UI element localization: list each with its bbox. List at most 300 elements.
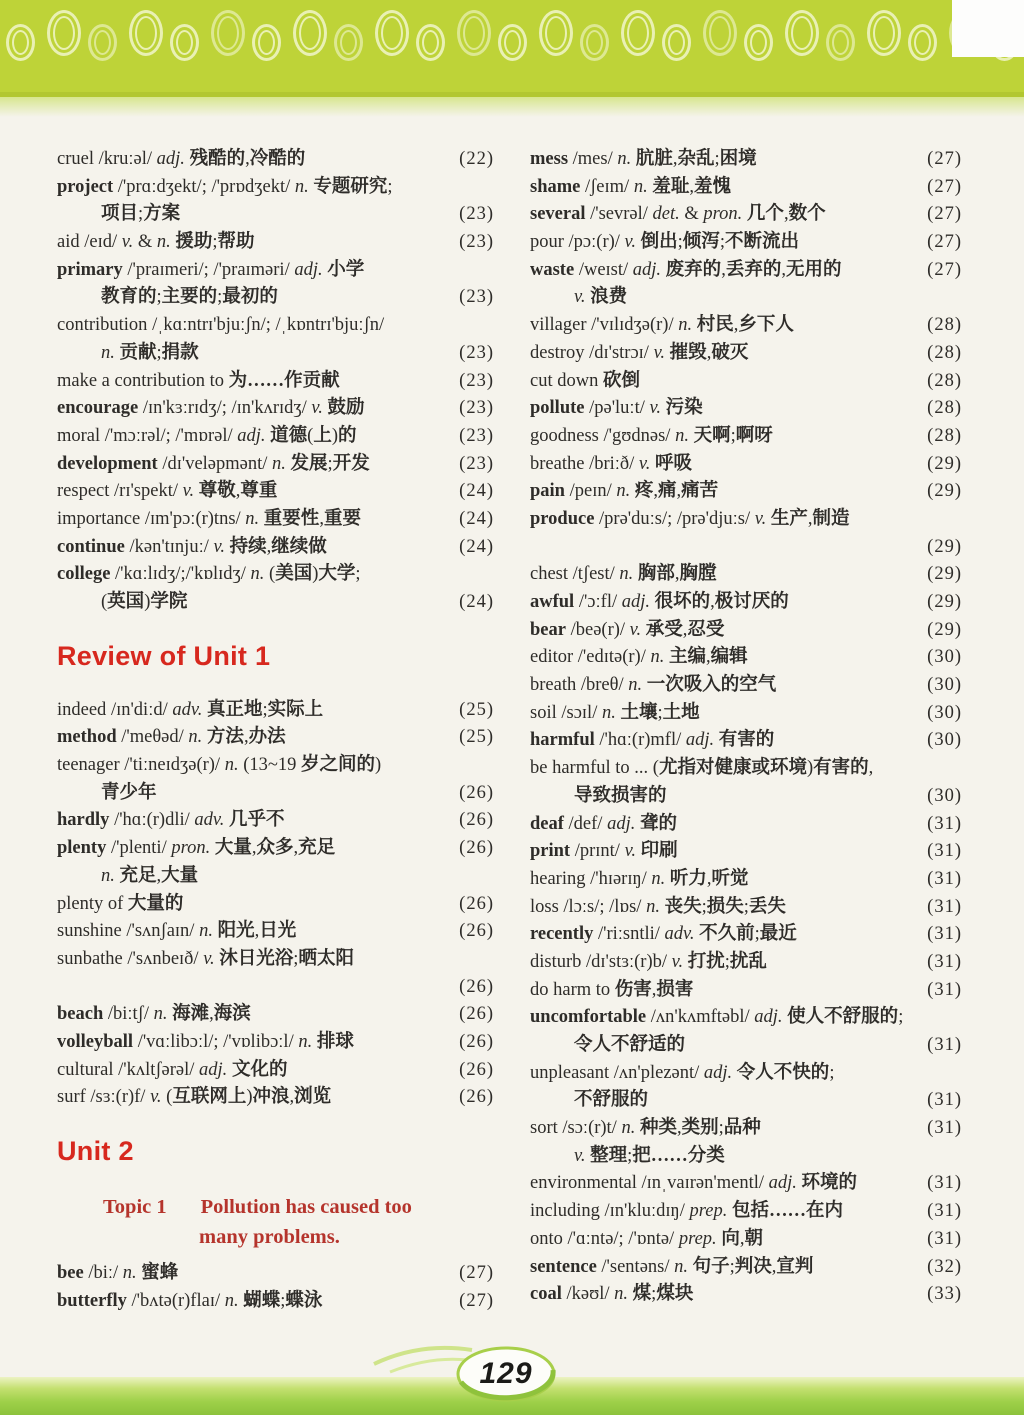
headword: sentence: [530, 1256, 597, 1277]
chinese-gloss: 帮助: [217, 232, 255, 253]
chinese-gloss: 丢失: [748, 896, 786, 917]
headword: shame: [530, 176, 581, 197]
circle-ring-ornament: [703, 10, 737, 56]
page-reference: (28): [927, 370, 962, 391]
vocab-entry: [530, 312, 962, 340]
chinese-gloss: 尊重: [240, 481, 278, 502]
headword: including: [530, 1201, 600, 1222]
page-reference: (26): [459, 838, 494, 859]
pos-label: adj.: [607, 813, 636, 834]
pos-label: n.: [601, 702, 616, 723]
chinese-gloss: 判决: [734, 1256, 772, 1277]
headword: cruel: [57, 149, 94, 169]
chinese-gloss: 青少年: [101, 782, 157, 803]
entry-text: onto /'ɑːntə/; /'ɒntə/ prep. 向,朝: [530, 1228, 763, 1249]
chinese-gloss: 众多: [256, 838, 294, 859]
chinese-gloss: 痛: [658, 481, 677, 502]
vocab-entry: [57, 229, 494, 257]
vocab-entry: [57, 478, 494, 506]
headword: onto: [530, 1228, 563, 1249]
chinese-gloss: 主编: [668, 647, 706, 668]
page-reference: [436, 312, 494, 340]
chinese-gloss: 办法: [248, 727, 286, 748]
headword: surf: [57, 1087, 86, 1108]
entry-text: breathe /briːð/ v. 呼吸: [530, 453, 693, 474]
entry-text: bear /beə(r)/ v. 承受,忍受: [530, 619, 725, 640]
headword: contribution: [57, 315, 148, 336]
vocab-entry: [530, 672, 962, 700]
chinese-gloss: 浏览: [294, 1087, 332, 1108]
pos-label: v.: [203, 948, 215, 969]
headword: mess: [530, 149, 569, 169]
chinese-gloss: 重要: [323, 508, 361, 529]
page-reference: [436, 561, 494, 589]
headword: print: [530, 841, 571, 862]
chinese-gloss: 继续做: [271, 536, 327, 557]
circle-ring-ornament: [416, 24, 445, 61]
entry-text: mess /mes/ n. 肮脏,杂乱;困境: [530, 149, 757, 169]
top-right-notch: [952, 0, 1024, 57]
chinese-gloss: 很坏的: [654, 592, 711, 612]
chinese-gloss: 向: [721, 1228, 740, 1249]
entry-text: shame /ʃeɪm/ n. 羞耻,羞愧: [530, 176, 731, 197]
pos-label: adj.: [237, 425, 266, 446]
page-reference: (31): [927, 1090, 962, 1111]
headword: pain: [530, 481, 565, 502]
entry-text: uncomfortable /ʌn'kʌmftəbl/ adj. 使人不舒服的;: [530, 1007, 904, 1028]
vocab-entry: [530, 229, 962, 257]
page-reference: (27): [927, 259, 962, 280]
pos-label: n.: [633, 176, 648, 197]
page-reference: (30): [927, 730, 962, 751]
vocab-entry: [530, 866, 962, 894]
chinese-gloss: 生产: [770, 508, 808, 529]
chinese-gloss: 专题研究: [313, 176, 388, 197]
pos-label: v.: [574, 1145, 586, 1166]
headword: coal: [530, 1284, 562, 1305]
page-reference: (27): [459, 1263, 494, 1283]
vocab-entry: [57, 561, 494, 589]
top-decorative-band: [0, 0, 1024, 92]
vocab-continuation: [530, 534, 962, 562]
page-reference: (31): [927, 813, 962, 834]
chinese-gloss: 忍受: [687, 619, 725, 640]
vocab-entry: [530, 977, 962, 1005]
circle-ring-ornament: [498, 24, 527, 61]
pos-label: n.: [101, 342, 115, 363]
chinese-gloss: 句子: [692, 1256, 730, 1277]
page-reference: (26): [459, 1059, 494, 1080]
chinese-gloss: 煤: [632, 1284, 652, 1305]
chinese-gloss: 为……作贡献: [228, 370, 340, 391]
chinese-gloss: 互联网上: [172, 1087, 247, 1108]
pos-label: pron.: [703, 204, 743, 225]
headword: volleyball: [57, 1031, 134, 1052]
entry-text: waste /weɪst/ adj. 废弃的,丢弃的,无用的: [530, 259, 842, 280]
headword: sunbathe: [57, 948, 123, 969]
chinese-gloss: 羞耻: [652, 176, 690, 197]
page-reference: (30): [927, 647, 962, 668]
headword: development: [57, 453, 158, 474]
circle-ring-ornament: [47, 10, 81, 56]
chinese-gloss: 困境: [719, 149, 757, 169]
pos-label: n.: [245, 508, 260, 529]
entry-text: moral /'mɔːrəl/; /'mɒrəl/ adj. 道德(上)的: [57, 425, 357, 446]
chinese-gloss: 有害的: [813, 758, 869, 779]
continuation-text: [530, 783, 904, 811]
unit-heading: Review of Unit 1: [57, 640, 271, 671]
chinese-gloss: 不舒服的: [574, 1090, 649, 1111]
vocab-entry: [530, 506, 962, 534]
entry-text: beach /biːtʃ/ n. 海滩,海滨: [57, 1004, 251, 1025]
vocab-entry: [57, 1288, 494, 1316]
pos-label: adj.: [703, 1062, 733, 1083]
page-reference: (31): [927, 924, 962, 945]
chinese-gloss: 无用的: [785, 259, 842, 280]
chinese-gloss: 学院: [150, 592, 188, 612]
page-reference: (27): [927, 149, 962, 169]
circle-ring-ornament: [129, 10, 163, 56]
page-reference: [436, 257, 494, 285]
chinese-gloss: 方法: [206, 727, 244, 748]
chinese-gloss: 把……分类: [632, 1145, 725, 1166]
headword: uncomfortable: [530, 1007, 647, 1028]
chinese-gloss: 环境的: [801, 1173, 858, 1194]
chinese-gloss: 使人不舒服的: [787, 1007, 899, 1028]
page-reference: (27): [927, 232, 962, 253]
chinese-gloss: 排球: [316, 1031, 354, 1052]
chinese-gloss: 疼: [634, 481, 654, 502]
chinese-gloss: 蜜蜂: [141, 1263, 179, 1283]
page-reference: [436, 863, 494, 891]
page-reference: (28): [927, 398, 962, 419]
circle-ring-ornament: [580, 24, 609, 61]
entry-text: [57, 891, 436, 919]
chinese-gloss: 胸部: [637, 564, 675, 585]
topic-title-part2: many problems.: [199, 1226, 340, 1248]
headword: several: [530, 204, 586, 225]
circle-ring-ornament: [662, 24, 691, 61]
headword: butterfly: [57, 1290, 127, 1311]
headword: destroy: [530, 342, 585, 363]
pos-label: n.: [272, 453, 286, 474]
pos-label: adv.: [664, 924, 695, 945]
vocab-entry: [530, 561, 962, 589]
headword: encourage: [57, 398, 139, 419]
pos-label: v.: [150, 1087, 162, 1108]
chinese-gloss: 阳光: [217, 921, 255, 942]
chinese-gloss: 种类: [639, 1118, 677, 1139]
entry-text: volleyball /'vɑːlibɔːl/; /'vɒlibɔːl/ n. 排球: [57, 1031, 354, 1052]
headword: be harmful to ...: [530, 758, 649, 779]
chinese-gloss: 开发: [332, 453, 370, 474]
chinese-gloss: 英国: [107, 592, 145, 612]
entry-text: respect /rɪ'spekt/ v. 尊敬,尊重: [57, 481, 278, 502]
vocab-entry: [57, 312, 494, 340]
headword: do harm to: [530, 979, 611, 1000]
pos-label: n.: [224, 1290, 239, 1311]
chinese-gloss: 大量: [214, 838, 252, 859]
chinese-gloss: 的: [338, 425, 357, 446]
page-reference: (31): [927, 1035, 962, 1055]
headword: beach: [57, 1004, 104, 1025]
vocab-entry: [530, 700, 962, 728]
vocab-entry: [530, 478, 962, 506]
chinese-gloss: 肮脏: [635, 149, 673, 169]
chinese-gloss: 不断流出: [724, 232, 799, 253]
entry-text: development /dɪ'veləpmənt/ n. 发展;开发: [57, 453, 370, 474]
chinese-gloss: 一次吸入的空气: [646, 675, 777, 696]
pos-label: n.: [675, 425, 689, 446]
page-reference: (23): [459, 398, 494, 419]
page-reference: [436, 174, 494, 202]
circle-ring-ornament: [334, 24, 363, 61]
entry-text: coal /kəʊl/ n. 煤;煤块: [530, 1284, 694, 1305]
vocab-continuation: [530, 1087, 962, 1115]
pos-label: n.: [250, 564, 265, 585]
entry-text: editor /'edɪtə(r)/ n. 主编,编辑: [530, 647, 748, 668]
chinese-gloss: 倾泻: [682, 232, 720, 253]
page-reference: (24): [459, 508, 494, 529]
pos-label: n.: [298, 1031, 313, 1052]
pos-label: v.: [574, 287, 586, 308]
headword: breath: [530, 675, 577, 696]
headword: college: [57, 564, 111, 585]
entry-text: deaf /def/ adj. 聋的: [530, 813, 677, 834]
headword: teenager: [57, 755, 120, 776]
chinese-gloss: 海滩: [172, 1004, 210, 1025]
page-reference: (31): [927, 896, 962, 917]
vocab-entry: [57, 1057, 494, 1085]
chinese-gloss: 丧失: [664, 896, 702, 917]
circle-ring-ornament: [6, 24, 35, 61]
headword: harmful: [530, 730, 595, 751]
chinese-gloss: 海滨: [213, 1004, 251, 1025]
headword: pollute: [530, 398, 585, 419]
vocab-entry: [57, 368, 494, 396]
page-reference: (31): [927, 1118, 962, 1139]
entry-text: contribution /ˌkɑːntrɪ'bjuːʃn/; /ˌkɒntrɪ'bjuːʃn/: [57, 315, 385, 336]
page-reference: (26): [459, 976, 494, 997]
vocab-entry: [530, 1254, 962, 1282]
chinese-gloss: 文化的: [231, 1059, 288, 1080]
vocab-continuation: [57, 974, 494, 1002]
chinese-gloss: 援助: [175, 232, 213, 253]
entry-text: including /ɪn'kluːdɪŋ/ prep. 包括……在内: [530, 1201, 843, 1222]
chinese-gloss: 杂乱: [677, 149, 715, 169]
entry-text: aid /eɪd/ v. & n. 援助;帮助: [57, 232, 255, 253]
entry-text: pour /pɔː(r)/ v. 倒出;倾泻;不断流出: [530, 232, 799, 253]
chinese-gloss: 大量: [161, 865, 199, 886]
vocab-entry: [530, 257, 962, 285]
entry-text: harmful /'hɑː(r)mfl/ adj. 有害的: [530, 730, 775, 751]
vocab-entry: [57, 946, 494, 974]
pos-label: n.: [621, 1118, 636, 1139]
chinese-gloss: 几乎不: [228, 810, 285, 831]
continuation-text: [530, 534, 904, 562]
vocab-continuation: [530, 284, 962, 312]
chinese-gloss: 发展: [290, 453, 328, 474]
entry-text: sort /sɔː(r)t/ n. 种类,类别;品种: [530, 1118, 761, 1139]
page-reference: (23): [459, 342, 494, 363]
entry-text: goodness /'gʊdnəs/ n. 天啊;啊呀: [530, 425, 773, 446]
headword: cut down: [530, 370, 599, 391]
chinese-gloss: 最初的: [222, 287, 278, 308]
vocab-entry: [530, 1170, 962, 1198]
pos-label: det.: [652, 204, 680, 225]
vocab-continuation: [530, 783, 962, 811]
page-reference: (30): [927, 675, 962, 696]
vocab-entry: [57, 146, 494, 174]
continuation-text: [57, 974, 436, 1002]
chinese-gloss: 极讨厌的: [714, 592, 789, 612]
pos-label: n.: [224, 755, 239, 776]
entry-text: soil /sɔɪl/ n. 土壤;土地: [530, 702, 700, 723]
pos-label: n.: [674, 1256, 688, 1277]
pos-label: v.: [754, 508, 767, 529]
entry-text: breath /breθ/ n. 一次吸入的空气: [530, 675, 777, 696]
pos-label: n.: [619, 564, 634, 585]
continuation-text: [530, 1032, 904, 1060]
vocab-entry: [57, 1084, 494, 1112]
chinese-gloss: 捐款: [161, 342, 199, 363]
circle-ring-ornament: [785, 10, 819, 56]
page-reference: (30): [927, 785, 962, 806]
vocab-entry: [530, 451, 962, 479]
chinese-gloss: 项目: [101, 204, 139, 225]
topic-line-1: [57, 1192, 494, 1222]
circle-ring-ornament: [457, 10, 491, 56]
chinese-gloss: 有害的: [718, 730, 775, 751]
chinese-gloss: 鼓励: [327, 398, 365, 419]
entry-text: method /'meθəd/ n. 方法,办法: [57, 727, 286, 748]
chinese-gloss: 听觉: [711, 868, 749, 889]
headword: respect: [57, 481, 110, 502]
pos-label: prep.: [689, 1201, 728, 1222]
headword: bee: [57, 1263, 84, 1283]
headword: moral: [57, 425, 101, 446]
page-reference: [436, 752, 494, 780]
chinese-gloss: 砍倒: [602, 370, 640, 391]
chinese-gloss: 包括……在内: [731, 1201, 843, 1222]
vocab-continuation: [530, 1143, 962, 1171]
chinese-gloss: 重要性: [263, 508, 320, 529]
pos-label: adj.: [199, 1059, 228, 1080]
headword: sort: [530, 1118, 558, 1139]
entry-text: bee /biː/ n. 蜜蜂: [57, 1263, 179, 1283]
vocab-entry: [57, 697, 494, 725]
chinese-gloss: 美国: [275, 564, 313, 585]
chinese-gloss: 编辑: [710, 647, 748, 668]
pos-label: prep.: [678, 1228, 717, 1249]
chinese-gloss: 制造: [812, 508, 850, 529]
continuation-text: 教育的;主要的;最初的: [101, 287, 278, 308]
headword: goodness: [530, 425, 599, 446]
chinese-gloss: 倒出: [640, 232, 678, 253]
page-reference: (31): [927, 1173, 962, 1194]
chinese-gloss: 最近: [759, 924, 797, 945]
entry-text: destroy /dɪ'strɔɪ/ v. 摧毁,破灭: [530, 342, 749, 363]
entry-text: loss /lɔːs/; /lɒs/ n. 丧失;损失;丢失: [530, 896, 786, 917]
pos-label: n.: [678, 315, 693, 336]
pos-label: v.: [213, 536, 225, 557]
headword: make a contribution to: [57, 370, 224, 391]
vocab-entry: [530, 617, 962, 645]
continuation-text: n. 贡献;捐款: [101, 342, 199, 363]
vocab-entry: [530, 727, 962, 755]
pos-label: adj.: [621, 592, 650, 612]
entry-text: hearing /'hɪərɪŋ/ n. 听力,听觉: [530, 868, 749, 889]
entry-text: plenty /'plenti/ pron. 大量,众多,充足: [57, 838, 336, 859]
vocab-entry: [57, 257, 494, 285]
headword: recently: [530, 924, 594, 945]
chinese-gloss: 令人不舒适的: [574, 1035, 686, 1055]
vocab-entry: [530, 1281, 962, 1309]
pos-label: n.: [294, 176, 309, 197]
entry-text: cruel /kruːəl/ adj. 残酷的,冷酷的: [57, 149, 306, 169]
entry-text: primary /'praɪmeri/; /'praɪməri/ adj. 小学: [57, 259, 365, 280]
circle-ring-ornament: [170, 24, 199, 61]
page-reference: (29): [927, 453, 962, 474]
circle-ring-ornament: [293, 10, 327, 56]
chinese-gloss: 呼吸: [655, 453, 693, 474]
page-reference: (23): [459, 232, 494, 253]
pos-label: n.: [628, 675, 643, 696]
page-reference: (26): [459, 921, 494, 942]
chinese-gloss: 持续: [229, 536, 267, 557]
page-reference: [904, 1060, 962, 1088]
chinese-gloss: 数个: [788, 204, 826, 225]
vocab-entry: [57, 174, 494, 202]
headword: pour: [530, 232, 564, 253]
page-reference: (29): [927, 619, 962, 640]
circle-ring-ornament: [744, 24, 773, 61]
chinese-gloss: 村民: [696, 315, 734, 336]
entry-text: produce /prə'duːs/; /prə'djuːs/ v. 生产,制造: [530, 508, 850, 529]
vocab-continuation: [57, 589, 494, 617]
chinese-gloss: 摧毁: [669, 342, 707, 363]
vocab-entry: [530, 201, 962, 229]
pos-label: v.: [182, 481, 195, 502]
vocab-entry: [530, 755, 962, 783]
pos-label: adj.: [754, 1007, 783, 1028]
chinese-gloss: 充足: [119, 865, 157, 886]
headword: project: [57, 176, 114, 197]
band-fade: [0, 97, 1024, 117]
page-reference: (25): [459, 699, 494, 720]
pos-label: n.: [617, 149, 632, 169]
pos-label: v.: [638, 453, 651, 474]
chinese-gloss: 实际上: [267, 699, 324, 720]
page-reference: (31): [927, 1201, 962, 1222]
chinese-gloss: 日光: [259, 921, 297, 942]
chinese-gloss: 晒太阳: [298, 948, 354, 969]
entry-text: be harmful to ... (尤指对健康或环境)有害的,: [530, 758, 874, 779]
headword: disturb: [530, 951, 582, 972]
page-reference: (23): [459, 425, 494, 446]
page-reference: [904, 284, 962, 312]
page-reference: (27): [459, 1290, 494, 1311]
entry-text: sunshine /'sʌnʃaɪn/ n. 阳光,日光: [57, 921, 297, 942]
vocab-entry: [530, 894, 962, 922]
headword: method: [57, 727, 117, 748]
topic-label: Topic 1: [103, 1196, 167, 1218]
vocab-entry: [57, 752, 494, 780]
chinese-gloss: 乡下人: [738, 315, 794, 336]
chinese-gloss: 印刷: [640, 841, 678, 862]
entry-text: unpleasant /ʌn'plezənt/ adj. 令人不快的;: [530, 1062, 835, 1083]
pos-label: v.: [121, 232, 134, 253]
